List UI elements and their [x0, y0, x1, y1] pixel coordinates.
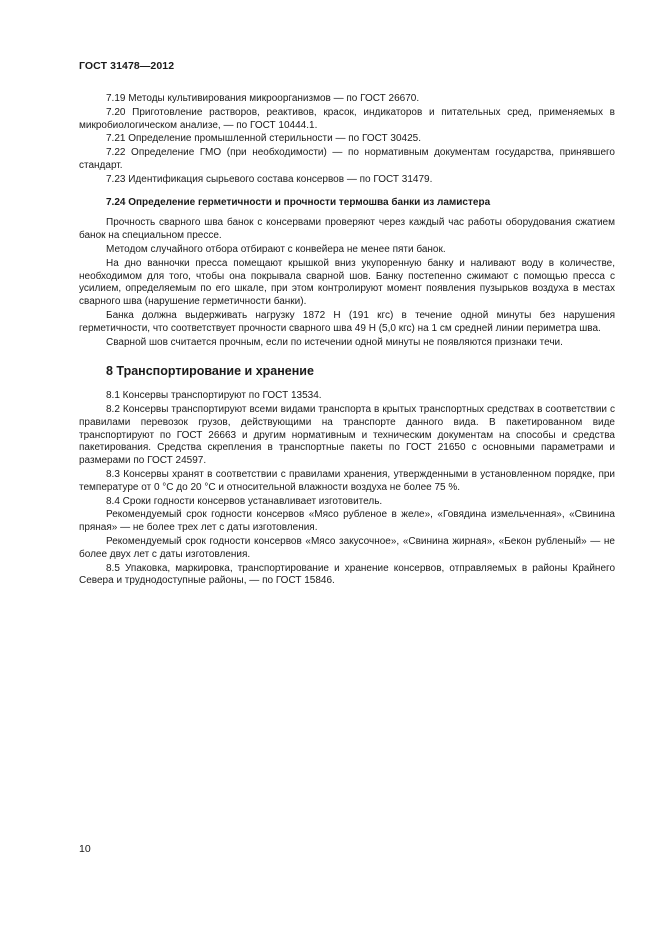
- paragraph-7-24-5: Сварной шов считается прочным, если по истечении одной минуты не появляются признаки течи.: [106, 336, 563, 348]
- paragraph-7-24-1: Прочность сварного шва банок с консервами проверяют через каждый час работы оборудования сжатием банок на специальном прессе.: [79, 217, 615, 242]
- clause-7-21: 7.21 Определение промышленной стерильности — по ГОСТ 30425.: [106, 133, 422, 145]
- clause-7-23: 7.23 Идентификация сырьевого состава консервов — по ГОСТ 31479.: [106, 173, 433, 185]
- clause-8-3: 8.3 Консервы хранят в соответствии с правилами хранения, утвержденными в установленном порядке, при температуре от 0 °С до 20 °С и относительной влажности воздуха не более 75 %.: [79, 468, 615, 493]
- paragraph-7-24-4: Банка должна выдерживать нагрузку 1872 Н (191 кгс) в течение одной минуты без нарушения герметичности, что соответствует прочности сварного шва 49 Н (5,0 кгс) на 1 см средней линии периметра шва.: [79, 309, 615, 334]
- document-header-standard: ГОСТ 31478—2012: [79, 60, 175, 72]
- paragraph-7-24-3: На дно ванночки пресса помещают крышкой вниз укупоренную банку и наливают воду в количестве, необходимом для того, чтобы она покрывала сварной шов. Банку постепенно сжимают с помощью пресса с усилием, определяемым по его шкале, при этом контролируют момент появления пузырьков воздуха в местах сварного шва (нарушение герметичности банки).: [79, 257, 615, 308]
- clause-8-5: 8.5 Упаковка, маркировка, транспортирование и хранение консервов, отправляемых в районы Крайнего Севера и труднодоступные районы, — по ГОСТ 15846.: [79, 562, 615, 587]
- clause-8-2: 8.2 Консервы транспортируют всеми видами транспорта в крытых транспортных средствах в соответствии с правилами перевозок грузов, действующими на транспорте данного вида. В пакетированном виде транспортируют по ГОСТ 26663 и другим нормативным и техническим документам на способы и средства пакетирования. Средства скрепления в транспортные пакеты по ГОСТ 21650 с основными параметрами и размерами по ГОСТ 24597.: [79, 403, 615, 467]
- clause-7-19: 7.19 Методы культивирования микроорганизмов — по ГОСТ 26670.: [106, 93, 420, 104]
- clause-8-4-paragraph-2: Рекомендуемый срок годности консервов «Мясо закусочное», «Свинина жирная», «Бекон рубленый» — не более двух лет с даты изготовления.: [79, 535, 615, 560]
- document-body: [79, 93, 615, 589]
- clause-7-22: 7.22 Определение ГМО (при необходимости) — по нормативным документам государства, принявшего стандарт.: [79, 147, 615, 171]
- paragraph-7-24-2: Методом случайного отбора отбирают с конвейера не менее пяти банок.: [106, 243, 446, 255]
- clause-8-4: 8.4 Сроки годности консервов устанавливает изготовитель.: [106, 495, 383, 507]
- clause-8-1: 8.1 Консервы транспортируют по ГОСТ 13534.: [106, 390, 322, 402]
- clause-8-4-paragraph-1: Рекомендуемый срок годности консервов «Мясо рубленое в желе», «Говядина измельченная», «Свинина пряная» — не более трех лет с даты изготовления.: [79, 509, 615, 534]
- clause-7-24-heading: 7.24 Определение герметичности и прочности термошва банки из ламистера: [106, 196, 491, 208]
- page-number: 10: [79, 843, 91, 855]
- clause-7-20: 7.20 Приготовление растворов, реактивов, красок, индикаторов и питательных сред, применяемых в микробиологическом анализе, — по ГОСТ 10444.1.: [79, 106, 615, 131]
- section-8-heading: 8 Транспортирование и хранение: [106, 364, 314, 379]
